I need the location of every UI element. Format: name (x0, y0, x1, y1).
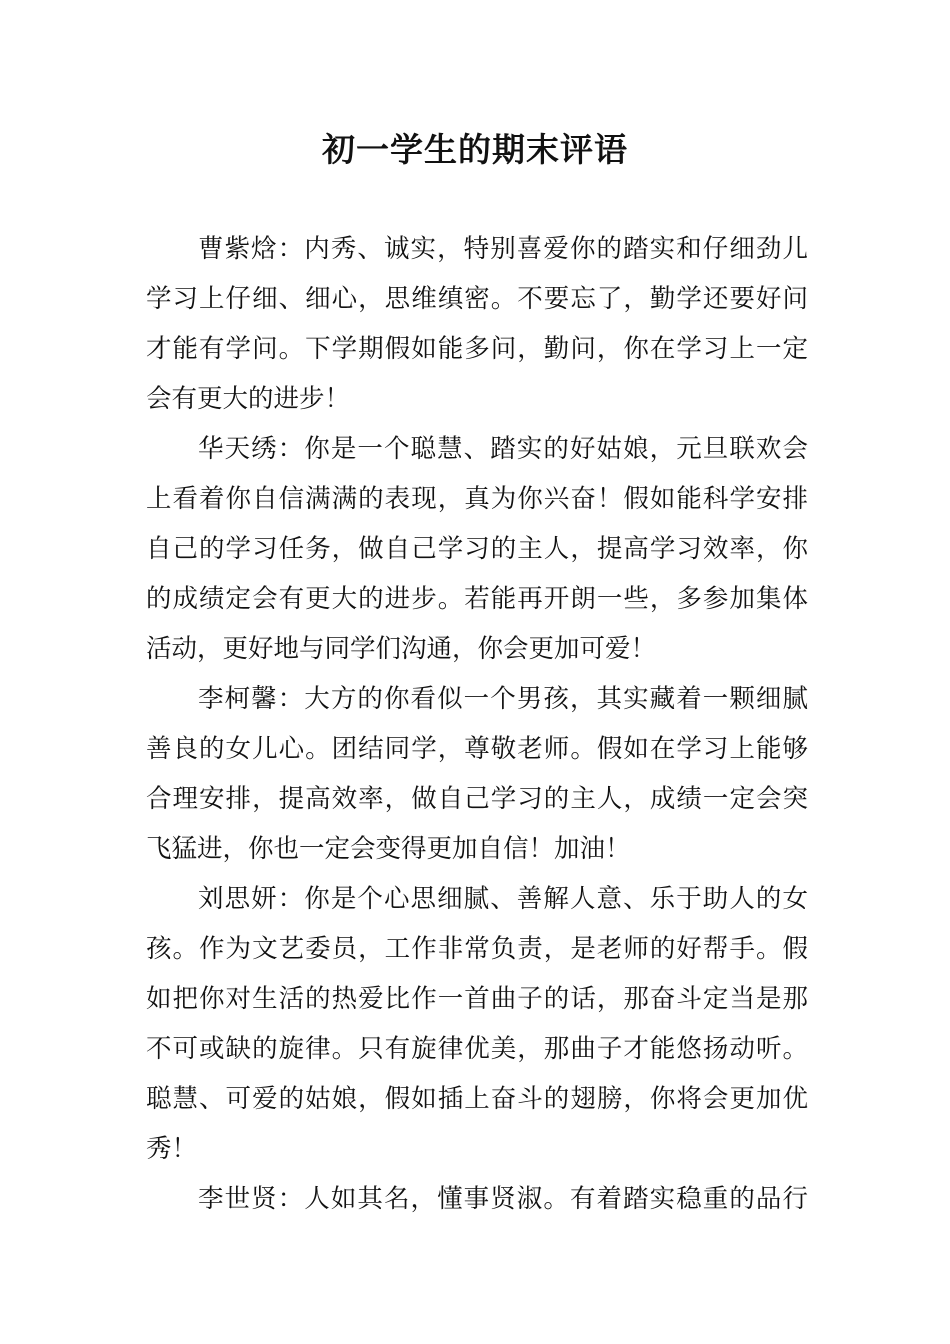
text-line: 活动，更好地与同学们沟通，你会更加可爱！ (146, 634, 657, 664)
text-line: 才能有学问。下学期假如能多问，勤问，你在学习上一定 (146, 334, 808, 364)
text-line: 李世贤：人如其名，懂事贤淑。有着踏实稳重的品行 (198, 1184, 808, 1214)
paragraph (146, 674, 808, 874)
paragraph (146, 874, 808, 1174)
text-line: 聪慧、可爱的姑娘，假如插上奋斗的翅膀，你将会更加优 (146, 1084, 808, 1114)
paragraph (146, 424, 808, 674)
text-line: 善良的女儿心。团结同学，尊敬老师。假如在学习上能够 (146, 734, 808, 764)
text-line: 学习上仔细、细心，思维缜密。不要忘了，勤学还要好问 (146, 284, 808, 314)
paragraph (146, 224, 808, 424)
text-line: 曹紫焓：内秀、诚实，特别喜爱你的踏实和仔细劲儿 (198, 234, 808, 264)
text-line: 华天绣：你是一个聪慧、踏实的好姑娘，元旦联欢会 (198, 434, 808, 464)
text-line: 如把你对生活的热爱比作一首曲子的话，那奋斗定当是那 (146, 984, 808, 1014)
text-line: 李柯馨：大方的你看似一个男孩，其实藏着一颗细腻 (198, 684, 808, 714)
text-line: 刘思妍：你是个心思细腻、善解人意、乐于助人的女 (198, 884, 808, 914)
text-line: 不可或缺的旋律。只有旋律优美，那曲子才能悠扬动听。 (146, 1034, 808, 1064)
text-line: 秀！ (146, 1134, 198, 1164)
paragraph (146, 1174, 808, 1224)
page-title: 初一学生的期末评语 (322, 130, 628, 169)
text-line: 的成绩定会有更大的进步。若能再开朗一些，多参加集体 (146, 584, 808, 614)
text-line: 自己的学习任务，做自己学习的主人，提高学习效率，你 (146, 534, 808, 564)
document-body (146, 224, 808, 1224)
text-line: 上看着你自信满满的表现，真为你兴奋！假如能科学安排 (146, 484, 808, 514)
text-line: 合理安排，提高效率，做自己学习的主人，成绩一定会突 (146, 784, 808, 814)
text-line: 飞猛进，你也一定会变得更加自信！加油！ (146, 834, 631, 864)
text-line: 孩。作为文艺委员，工作非常负责，是老师的好帮手。假 (146, 934, 808, 964)
text-line: 会有更大的进步！ (146, 384, 351, 414)
